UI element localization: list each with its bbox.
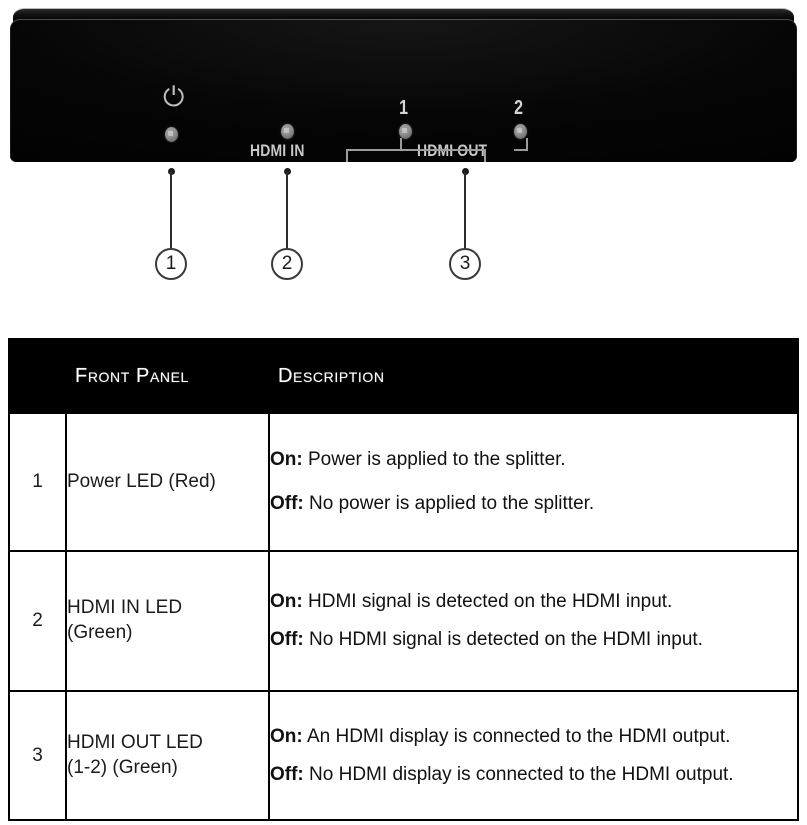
header-index-blank <box>9 339 66 413</box>
hdmi-out-2-led <box>514 124 527 139</box>
table-body <box>9 413 798 820</box>
power-led <box>165 127 178 142</box>
row-3-on-label: On: <box>270 725 303 747</box>
device-front-panel-illustration <box>10 8 797 162</box>
row-3-on-text: An HDMI display is connected to the HDMI output. <box>302 725 731 747</box>
row-1-on-text: Power is applied to the splitter. <box>302 449 566 471</box>
row-2-description <box>269 551 798 691</box>
row-1-off-text: No power is applied to the splitter. <box>303 493 595 514</box>
front-panel-legend-table <box>8 338 799 821</box>
row-1-index: 1 <box>9 413 66 551</box>
hdmi-in-label: HDMI IN <box>250 141 305 160</box>
row-1-on-label: On: <box>270 449 303 471</box>
row-2-off-text: No HDMI signal is detected on the HDMI input. <box>303 629 703 650</box>
row-3-name-line2: (1-2) (Green) <box>67 756 178 778</box>
row-1-on-line <box>270 447 797 473</box>
callout-3-circle: 3 <box>449 248 481 280</box>
row-3-off-line <box>270 762 797 788</box>
panel-face <box>10 19 797 162</box>
callout-1-circle: 1 <box>155 248 187 280</box>
hdmi-out-right-tick-icon <box>514 138 528 151</box>
header-index-label <box>10 365 18 387</box>
row-2-on-line <box>270 589 797 615</box>
header-description <box>269 339 798 413</box>
row-3-off-text: No HDMI display is connected to the HDMI output. <box>303 763 734 785</box>
hdmi-out-1-led <box>399 124 412 139</box>
callout-2-circle: 2 <box>271 248 303 280</box>
table-header-row <box>9 339 798 413</box>
header-front-panel <box>66 339 269 413</box>
callout-3-leader-line <box>464 172 466 248</box>
row-2-off-line <box>270 627 797 653</box>
table-row <box>9 413 798 551</box>
callout-2-leader-line <box>286 172 288 248</box>
hdmi-out-1-number: 1 <box>399 97 409 119</box>
row-3-description <box>269 691 798 820</box>
row-2-name-line2: (Green) <box>67 622 133 643</box>
hdmi-in-led <box>281 124 294 139</box>
hdmi-out-label: HDMI OUT <box>417 141 488 160</box>
row-2-on-text: HDMI signal is detected on the HDMI input. <box>302 591 673 613</box>
header-description-label: Description <box>278 364 385 387</box>
row-3-name <box>66 691 269 820</box>
table-header <box>9 339 798 413</box>
row-1-off-line <box>270 491 797 517</box>
row-2-name <box>66 551 269 691</box>
hdmi-out-2-number: 2 <box>514 97 524 119</box>
row-1-description <box>269 413 798 551</box>
header-front-panel-label: Front Panel <box>75 364 189 387</box>
power-symbol-icon: ⏻ <box>163 82 185 113</box>
callout-1-leader-line <box>170 172 172 248</box>
row-2-on-label: On: <box>270 591 303 613</box>
row-3-on-line <box>270 724 797 750</box>
table-row <box>9 551 798 691</box>
row-3-name-line1: HDMI OUT LED <box>67 731 203 753</box>
row-1-name: Power LED (Red) <box>66 413 269 551</box>
row-1-off-label: Off: <box>270 493 304 514</box>
callout-leader-group <box>0 160 807 290</box>
row-3-index: 3 <box>9 691 66 820</box>
table-row <box>9 691 798 820</box>
row-2-index: 2 <box>9 551 66 691</box>
row-2-name-line1: HDMI IN LED <box>67 597 183 619</box>
row-2-off-label: Off: <box>270 629 304 650</box>
row-3-off-label: Off: <box>270 763 304 785</box>
